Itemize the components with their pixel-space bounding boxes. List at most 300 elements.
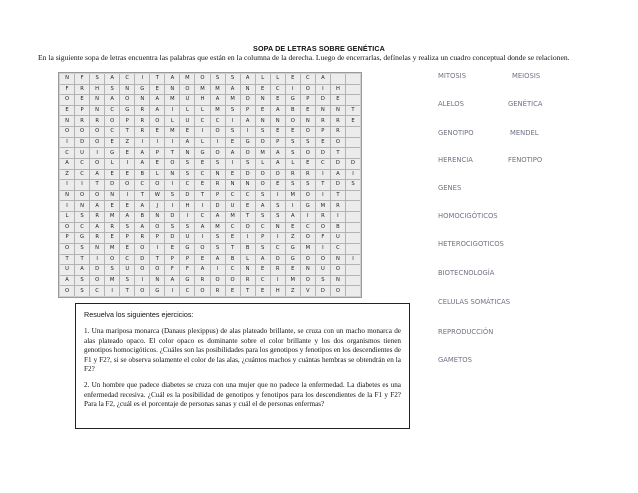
grid-letter: R xyxy=(135,116,149,126)
grid-letter: I xyxy=(165,201,179,211)
exercises-box xyxy=(75,303,410,429)
grid-letter: D xyxy=(75,138,89,148)
grid-letter: M xyxy=(226,95,240,105)
grid-letter: I xyxy=(195,127,209,137)
grid-letter: T xyxy=(241,212,255,222)
grid-letter: O xyxy=(120,95,134,105)
grid-letter: P xyxy=(120,116,134,126)
grid-letter: S xyxy=(226,127,240,137)
grid-letter: O xyxy=(75,127,89,137)
grid-letter: I xyxy=(346,255,360,265)
grid-letter: A xyxy=(316,74,330,84)
grid-letter: A xyxy=(286,212,300,222)
grid-letter: I xyxy=(165,138,179,148)
grid-letter: I xyxy=(211,265,225,275)
grid-letter: S xyxy=(105,265,119,275)
grid-letter: H xyxy=(271,286,285,296)
grid-letter: I xyxy=(150,138,164,148)
grid-letter: A xyxy=(135,159,149,169)
grid-letter xyxy=(346,127,360,137)
grid-letter: A xyxy=(195,265,209,275)
grid-letter: E xyxy=(226,286,240,296)
grid-letter: S xyxy=(75,286,89,296)
grid-letter: P xyxy=(120,233,134,243)
grid-letter: S xyxy=(241,159,255,169)
grid-letter: B xyxy=(226,255,240,265)
word-search-grid xyxy=(58,72,362,298)
grid-letter: S xyxy=(286,180,300,190)
grid-letter: I xyxy=(331,212,345,222)
grid-letter: J xyxy=(150,201,164,211)
grid-letter: N xyxy=(150,276,164,286)
grid-letter: L xyxy=(105,159,119,169)
grid-letter: R xyxy=(90,233,104,243)
grid-letter: S xyxy=(316,276,330,286)
grid-letter: T xyxy=(60,255,74,265)
grid-letter: I xyxy=(286,85,300,95)
grid-letter: I xyxy=(105,286,119,296)
grid-letter: S xyxy=(271,201,285,211)
word-item: ALELOS xyxy=(438,100,464,108)
grid-letter: D xyxy=(346,159,360,169)
grid-letter: G xyxy=(105,148,119,158)
grid-letter: N xyxy=(60,116,74,126)
grid-letter: O xyxy=(331,265,345,275)
grid-letter: N xyxy=(256,116,270,126)
grid-letter xyxy=(346,201,360,211)
grid-letter: A xyxy=(211,212,225,222)
grid-letter: I xyxy=(165,106,179,116)
grid-letter: O xyxy=(211,276,225,286)
word-item: MENDEL xyxy=(510,129,539,137)
grid-letter: E xyxy=(286,223,300,233)
grid-letter: O xyxy=(316,223,330,233)
grid-letter: O xyxy=(256,170,270,180)
grid-letter: S xyxy=(165,223,179,233)
grid-letter xyxy=(346,191,360,201)
grid-letter: F xyxy=(316,233,330,243)
grid-letter: N xyxy=(271,223,285,233)
grid-letter: I xyxy=(120,159,134,169)
grid-letter: A xyxy=(241,116,255,126)
grid-letter: I xyxy=(150,244,164,254)
grid-letter: A xyxy=(180,138,194,148)
grid-letter: P xyxy=(150,233,164,243)
grid-letter: S xyxy=(301,138,315,148)
grid-letter: I xyxy=(75,180,89,190)
grid-letter: P xyxy=(180,255,194,265)
grid-letter: O xyxy=(301,85,315,95)
word-item: HETEROCIGOTICOS xyxy=(438,240,504,248)
grid-letter: N xyxy=(241,180,255,190)
grid-letter: I xyxy=(346,170,360,180)
grid-letter: B xyxy=(331,223,345,233)
grid-letter: A xyxy=(90,223,104,233)
grid-letter: I xyxy=(241,127,255,137)
grid-letter: D xyxy=(211,201,225,211)
grid-letter: B xyxy=(241,244,255,254)
grid-letter xyxy=(346,286,360,296)
grid-letter: O xyxy=(331,138,345,148)
grid-letter: D xyxy=(165,212,179,222)
grid-letter: M xyxy=(301,244,315,254)
grid-letter: S xyxy=(120,276,134,286)
grid-letter: M xyxy=(256,148,270,158)
grid-letter xyxy=(331,74,345,84)
word-item: REPRODUCCIÓN xyxy=(438,328,494,336)
grid-letter: O xyxy=(301,148,315,158)
grid-letter: S xyxy=(346,180,360,190)
grid-letter: D xyxy=(105,180,119,190)
grid-letter: U xyxy=(120,265,134,275)
grid-letter: I xyxy=(271,276,285,286)
grid-letter: T xyxy=(165,148,179,158)
grid-letter: A xyxy=(226,148,240,158)
grid-letter: N xyxy=(60,191,74,201)
grid-letter: O xyxy=(241,148,255,158)
grid-letter: C xyxy=(180,180,194,190)
grid-letter: O xyxy=(60,223,74,233)
grid-letter xyxy=(346,265,360,275)
grid-letter: A xyxy=(90,170,104,180)
grid-letter: N xyxy=(256,95,270,105)
grid-letter xyxy=(346,85,360,95)
grid-letter: G xyxy=(301,201,315,211)
grid-letter: S xyxy=(75,212,89,222)
grid-letter: O xyxy=(271,170,285,180)
grid-letter: P xyxy=(75,106,89,116)
grid-letter: R xyxy=(301,170,315,180)
grid-letter: E xyxy=(195,159,209,169)
grid-letter: O xyxy=(90,276,104,286)
grid-letter: E xyxy=(75,95,89,105)
grid-letter: O xyxy=(211,148,225,158)
grid-letter: T xyxy=(226,244,240,254)
grid-letter: T xyxy=(331,148,345,158)
grid-letter: N xyxy=(150,212,164,222)
grid-letter: C xyxy=(180,286,194,296)
grid-letter: O xyxy=(105,116,119,126)
grid-letter: I xyxy=(316,244,330,254)
grid-letter: L xyxy=(150,170,164,180)
grid-letter: S xyxy=(75,276,89,286)
word-item: CELULAS SOMÁTICAS xyxy=(438,298,511,306)
page-title: SOPA DE LETRAS SOBRE GENÉTICA xyxy=(253,44,385,53)
grid-letter: W xyxy=(150,191,164,201)
grid-letter: C xyxy=(105,106,119,116)
grid-letter: O xyxy=(331,286,345,296)
grid-letter: L xyxy=(195,138,209,148)
grid-letter: G xyxy=(180,276,194,286)
grid-letter: O xyxy=(90,127,104,137)
grid-letter: E xyxy=(301,106,315,116)
grid-letter: P xyxy=(60,233,74,243)
grid-letter: S xyxy=(180,223,194,233)
grid-letter: G xyxy=(120,106,134,116)
grid-letter: S xyxy=(301,180,315,190)
grid-letter xyxy=(346,233,360,243)
grid-letter: O xyxy=(195,286,209,296)
grid-letter: N xyxy=(316,106,330,116)
grid-letter: R xyxy=(211,286,225,296)
grid-letter: O xyxy=(256,138,270,148)
word-list xyxy=(438,70,628,370)
grid-letter: L xyxy=(256,159,270,169)
grid-letter: D xyxy=(165,233,179,243)
grid-letter: C xyxy=(195,170,209,180)
grid-letter: H xyxy=(331,85,345,95)
grid-letter: G xyxy=(286,244,300,254)
grid-letter: I xyxy=(301,212,315,222)
grid-letter: E xyxy=(256,85,270,95)
grid-letter: E xyxy=(180,127,194,137)
grid-letter: I xyxy=(316,85,330,95)
grid-letter: E xyxy=(165,244,179,254)
grid-letter: I xyxy=(60,138,74,148)
grid-letter: U xyxy=(316,265,330,275)
grid-letter: I xyxy=(165,286,179,296)
grid-letter: U xyxy=(226,201,240,211)
grid-letter: M xyxy=(165,95,179,105)
grid-letter: E xyxy=(60,106,74,116)
grid-letter: Z xyxy=(120,138,134,148)
grid-letter: S xyxy=(256,191,270,201)
grid-letter: N xyxy=(241,85,255,95)
grid-letter: O xyxy=(120,180,134,190)
grid-letter: A xyxy=(241,74,255,84)
grid-letter: N xyxy=(331,255,345,265)
grid-letter: O xyxy=(60,95,74,105)
grid-letter: H xyxy=(90,85,104,95)
grid-letter: R xyxy=(286,170,300,180)
grid-letter: C xyxy=(60,148,74,158)
grid-letter: I xyxy=(135,138,149,148)
grid-letter: A xyxy=(135,148,149,158)
grid-letter: N xyxy=(226,180,240,190)
grid-letter: O xyxy=(301,276,315,286)
grid-letter: S xyxy=(211,233,225,243)
grid-letter: R xyxy=(75,85,89,95)
grid-letter: O xyxy=(90,138,104,148)
grid-letter: A xyxy=(331,170,345,180)
grid-letter: G xyxy=(75,233,89,243)
grid-letter: O xyxy=(135,244,149,254)
grid-letter: T xyxy=(241,286,255,296)
grid-letter: S xyxy=(286,148,300,158)
grid-letter: C xyxy=(75,223,89,233)
grid-letter: M xyxy=(180,74,194,84)
grid-letter: R xyxy=(90,212,104,222)
grid-letter: O xyxy=(75,191,89,201)
grid-letter: A xyxy=(271,159,285,169)
grid-letter: E xyxy=(346,116,360,126)
word-item: MEIOSIS xyxy=(512,72,541,80)
grid-letter: R xyxy=(105,223,119,233)
grid-letter: E xyxy=(286,127,300,137)
grid-letter: C xyxy=(226,223,240,233)
grid-letter: P xyxy=(271,138,285,148)
grid-letter: P xyxy=(211,191,225,201)
grid-letter: I xyxy=(135,74,149,84)
grid-letter: U xyxy=(75,148,89,158)
word-item: MITOSIS xyxy=(438,72,467,80)
grid-letter: L xyxy=(256,74,270,84)
grid-letter: N xyxy=(331,276,345,286)
grid-letter: N xyxy=(120,85,134,95)
word-item: GENOTIPO xyxy=(438,129,474,137)
grid-letter: P xyxy=(150,148,164,158)
grid-letter: A xyxy=(105,95,119,105)
grid-letter: N xyxy=(105,191,119,201)
grid-letter: N xyxy=(60,74,74,84)
grid-letter: O xyxy=(150,180,164,190)
grid-letter: I xyxy=(316,191,330,201)
grid-letter: R xyxy=(316,116,330,126)
grid-letter: E xyxy=(105,233,119,243)
grid-letter: S xyxy=(75,244,89,254)
grid-letter: O xyxy=(150,265,164,275)
grid-letter: E xyxy=(256,286,270,296)
grid-letter: T xyxy=(346,106,360,116)
grid-letter: T xyxy=(195,191,209,201)
grid-letter: C xyxy=(120,255,134,265)
grid-letter: N xyxy=(271,116,285,126)
grid-letter: R xyxy=(211,180,225,190)
word-item: GENES xyxy=(438,184,462,192)
grid-letter: E xyxy=(286,265,300,275)
grid-letter: O xyxy=(241,95,255,105)
grid-letter: I xyxy=(180,212,194,222)
grid-letter: M xyxy=(286,276,300,286)
grid-letter: O xyxy=(165,159,179,169)
grid-letter: M xyxy=(316,201,330,211)
grid-letter: N xyxy=(211,170,225,180)
grid-letter: G xyxy=(241,138,255,148)
grid-letter: M xyxy=(105,212,119,222)
grid-letter: I xyxy=(60,180,74,190)
grid-letter: N xyxy=(301,265,315,275)
grid-letter: M xyxy=(211,223,225,233)
grid-letter: O xyxy=(301,191,315,201)
grid-letter: C xyxy=(226,265,240,275)
grid-letter: R xyxy=(331,201,345,211)
grid-letter: A xyxy=(135,201,149,211)
grid-letter: A xyxy=(105,74,119,84)
grid-letter: U xyxy=(180,95,194,105)
grid-letter: I xyxy=(195,233,209,243)
grid-letter: C xyxy=(120,74,134,84)
grid-letter: S xyxy=(271,212,285,222)
grid-letter: P xyxy=(316,127,330,137)
grid-letter: U xyxy=(331,233,345,243)
grid-letter: T xyxy=(90,180,104,190)
grid-letter xyxy=(346,138,360,148)
grid-letter: A xyxy=(75,265,89,275)
grid-letter: E xyxy=(120,244,134,254)
grid-letter: O xyxy=(60,127,74,137)
grid-letter: I xyxy=(286,201,300,211)
grid-letter: I xyxy=(165,180,179,190)
grid-letter: F xyxy=(60,85,74,95)
grid-letter: G xyxy=(286,95,300,105)
grid-letter: R xyxy=(331,116,345,126)
grid-letter: S xyxy=(256,127,270,137)
grid-letter: S xyxy=(226,106,240,116)
grid-letter: Z xyxy=(60,170,74,180)
grid-letter: D xyxy=(331,180,345,190)
grid-letter: O xyxy=(195,74,209,84)
grid-letter: E xyxy=(150,85,164,95)
grid-letter: O xyxy=(271,255,285,265)
grid-letter: S xyxy=(286,138,300,148)
grid-cells xyxy=(60,74,360,296)
grid-letter: E xyxy=(120,148,134,158)
word-item: BIOTECNOLOGÍA xyxy=(438,269,495,277)
grid-letter: T xyxy=(120,286,134,296)
grid-letter: C xyxy=(75,170,89,180)
grid-letter: D xyxy=(316,95,330,105)
grid-letter: S xyxy=(180,159,194,169)
grid-letter: E xyxy=(271,95,285,105)
grid-letter: I xyxy=(271,191,285,201)
grid-letter: C xyxy=(195,116,209,126)
grid-letter: N xyxy=(90,244,104,254)
grid-letter: S xyxy=(211,74,225,84)
grid-letter: R xyxy=(135,106,149,116)
grid-letter: E xyxy=(105,138,119,148)
grid-letter xyxy=(346,95,360,105)
grid-letter: C xyxy=(271,85,285,95)
grid-letter: Z xyxy=(286,286,300,296)
grid-letter: R xyxy=(135,127,149,137)
grid-letter: I xyxy=(211,138,225,148)
grid-letter: G xyxy=(195,148,209,158)
grid-letter: M xyxy=(211,106,225,116)
grid-letter: I xyxy=(120,191,134,201)
grid-letter: D xyxy=(90,265,104,275)
grid-letter xyxy=(346,223,360,233)
grid-letter: G xyxy=(150,286,164,296)
grid-letter: C xyxy=(226,191,240,201)
grid-letter: F xyxy=(180,265,194,275)
grid-letter: O xyxy=(150,116,164,126)
grid-letter: R xyxy=(195,276,209,286)
grid-letter: M xyxy=(105,244,119,254)
grid-letter: M xyxy=(165,127,179,137)
grid-letter: R xyxy=(316,212,330,222)
grid-letter: A xyxy=(150,106,164,116)
grid-letter: E xyxy=(271,180,285,190)
grid-letter: I xyxy=(241,233,255,243)
grid-letter: P xyxy=(256,233,270,243)
grid-letter: A xyxy=(165,276,179,286)
grid-letter: R xyxy=(135,233,149,243)
grid-letter: B xyxy=(135,170,149,180)
grid-letter: E xyxy=(256,265,270,275)
grid-letter: I xyxy=(60,201,74,211)
grid-letter: C xyxy=(256,223,270,233)
grid-letter: O xyxy=(256,180,270,190)
grid-letter: D xyxy=(331,159,345,169)
grid-letter xyxy=(346,74,360,84)
grid-letter: A xyxy=(60,276,74,286)
grid-letter: F xyxy=(165,265,179,275)
grid-letter: L xyxy=(286,159,300,169)
grid-letter: L xyxy=(271,74,285,84)
grid-letter: S xyxy=(256,244,270,254)
grid-letter: O xyxy=(316,255,330,265)
grid-letter: C xyxy=(195,212,209,222)
